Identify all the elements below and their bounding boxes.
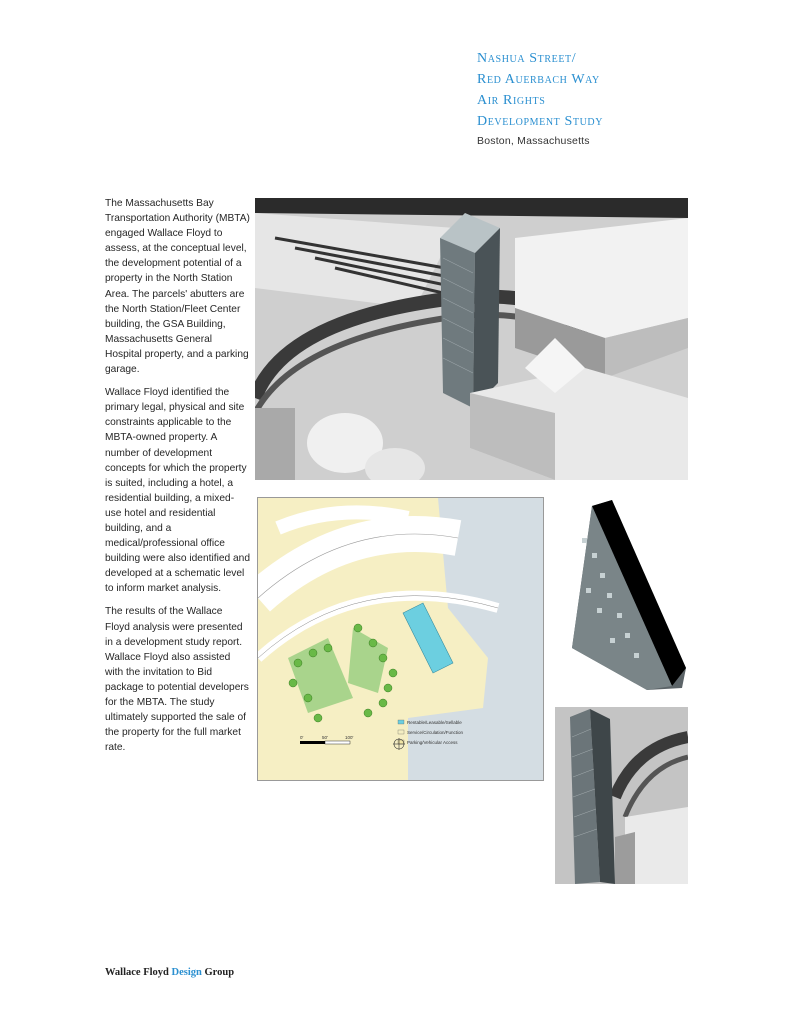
footer-firm: Wallace Floyd	[105, 967, 172, 978]
project-location: Boston, Massachusetts	[477, 135, 590, 147]
paragraph-1: The Massachusetts Bay Transportation Authority (MBTA) engaged Wallace Floyd to assess, at the conceptual level, the development potential of a property in the North Station Area. The parcels' abutters are the North Station/Fleet Center building, the GSA Building, Massachusetts General Hospital property, and a parking garage.	[105, 198, 250, 376]
tower-rendering	[562, 498, 686, 690]
paragraph-3: The results of the Wallace Floyd analysis were presented in a development study report. Wallace Floyd also assisted with the invitation to Bid package to potential developers for the MBTA. The study ultimately supported the sale of the property for the full market rate.	[105, 606, 249, 754]
site-plan	[257, 497, 544, 781]
legend-label-3: Parking/Vehicular Access	[407, 740, 458, 745]
project-title-line-2: Red Auerbach Way	[477, 72, 600, 87]
legend-label-1: Rentable/Leasable/Sellable	[407, 720, 462, 725]
project-title-line-3: Air Rights	[477, 93, 546, 108]
body-text	[105, 196, 250, 763]
project-title-line-4: Development Study	[477, 114, 604, 129]
scale-label-50: 50'	[322, 735, 328, 740]
aerial-rendering	[255, 198, 688, 480]
footer	[105, 967, 234, 978]
title-block	[477, 48, 777, 147]
scale-label-0: 0'	[300, 735, 304, 740]
legend-label-2: Service/Circulation/Function	[407, 730, 464, 735]
project-title-line-1: Nashua Street/	[477, 51, 577, 66]
footer-group: Group	[201, 967, 235, 978]
tower-perspective	[555, 707, 688, 884]
scale-label-100: 100'	[345, 735, 354, 740]
footer-design: Design	[171, 967, 202, 978]
paragraph-2: Wallace Floyd identified the primary legal, physical and site constraints applicable to the MBTA-owned property. A number of development concepts for which the property is suited, including a hotel, a residential building, a mixed-use hotel and residential building, and a medical/professional office building were also identified and developed at a schematic level to inform market analysis.	[105, 387, 250, 595]
